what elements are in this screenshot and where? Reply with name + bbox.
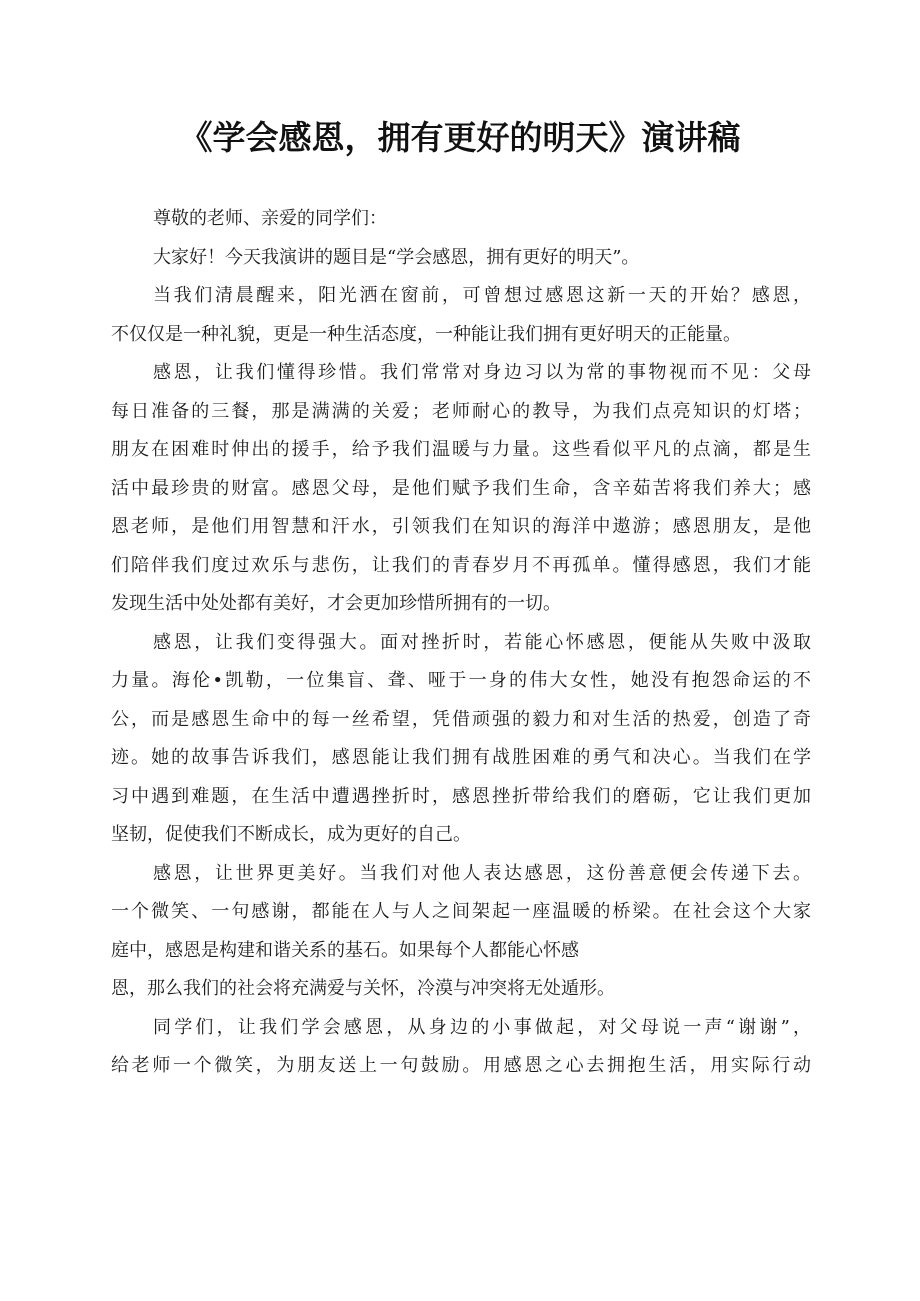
text-line: 不仅仅是一种礼貌，更是一种生活态度，一种能让我们拥有更好明天的正能量。 bbox=[111, 323, 741, 345]
text-line: 一个微笑、一句感谢，都能在人与人之间架起一座温暖的桥梁。在社会这个大家 bbox=[111, 901, 811, 922]
text-line: 感恩，让我们懂得珍惜。我们常常对身边习以为常的事物视而不见：父母 bbox=[153, 362, 811, 383]
text-line: 迹。她的故事告诉我们，感恩能让我们拥有战胜困难的勇气和决心。当我们在学 bbox=[111, 747, 811, 768]
text-line-intro: 大家好！今天我演讲的题目是“学会感恩，拥有更好的明天”。 bbox=[153, 246, 640, 268]
text-line: 发现生活中处处都有美好，才会更加珍惜所拥有的一切。 bbox=[111, 593, 561, 614]
text-line: 感恩，让我们变得强大。面对挫折时，若能心怀感恩，便能从失败中汲取 bbox=[153, 631, 811, 653]
text-line: 习中遇到难题，在生活中遭遇挫折时，感恩挫折带给我们的磨砺，它让我们更加 bbox=[111, 785, 811, 807]
text-line: 同学们，让我们学会感恩，从身边的小事做起，对父母说一声“谢谢”， bbox=[153, 1016, 811, 1038]
text-line: 给老师一个微笑，为朋友送上一句鼓励。用感恩之心去拥抱生活，用实际行动 bbox=[111, 1055, 811, 1076]
text-line: 们陪伴我们度过欢乐与悲伤，让我们的青春岁月不再孤单。懂得感恩，我们才能 bbox=[111, 554, 811, 576]
page-title: 《学会感恩，拥有更好的明天》演讲稿 bbox=[179, 118, 741, 157]
text-line: 每日准备的三餐，那是满满的关爱；老师耐心的教导，为我们点亮知识的灯塔； bbox=[111, 400, 811, 422]
text-line: 恩老师，是他们用智慧和汗水，引领我们在知识的海洋中遨游；感恩朋友，是他 bbox=[111, 516, 811, 537]
text-line-greeting: 尊敬的老师、亲爱的同学们： bbox=[153, 208, 387, 229]
text-line: 庭中，感恩是构建和谐关系的基石。如果每个人都能心怀感 bbox=[111, 939, 579, 961]
text-line: 公，而是感恩生命中的每一丝希望，凭借顽强的毅力和对生活的热爱，创造了奇 bbox=[111, 708, 811, 730]
text-line: 坚韧，促使我们不断成长，成为更好的自己。 bbox=[111, 824, 471, 845]
text-line: 活中最珍贵的财富。感恩父母，是他们赋予我们生命，含辛茹苦将我们养大；感 bbox=[111, 477, 811, 499]
text-line: 感恩，让世界更美好。当我们对他人表达感恩，这份善意便会传递下去。 bbox=[153, 862, 811, 884]
text-line: 力量。海伦•凯勒，一位集盲、聋、哑于一身的伟大女性，她没有抱怨命运的不 bbox=[111, 670, 811, 691]
text-line: 当我们清晨醒来，阳光洒在窗前，可曾想过感恩这新一天的开始？感恩， bbox=[153, 285, 811, 306]
text-line: 恩，那么我们的社会将充满爱与关怀，冷漠与冲突将无处遁形。 bbox=[111, 978, 615, 999]
speech-body bbox=[111, 200, 811, 1086]
text-line: 朋友在困难时伸出的援手，给予我们温暖与力量。这些看似平凡的点滴，都是生 bbox=[111, 439, 811, 460]
